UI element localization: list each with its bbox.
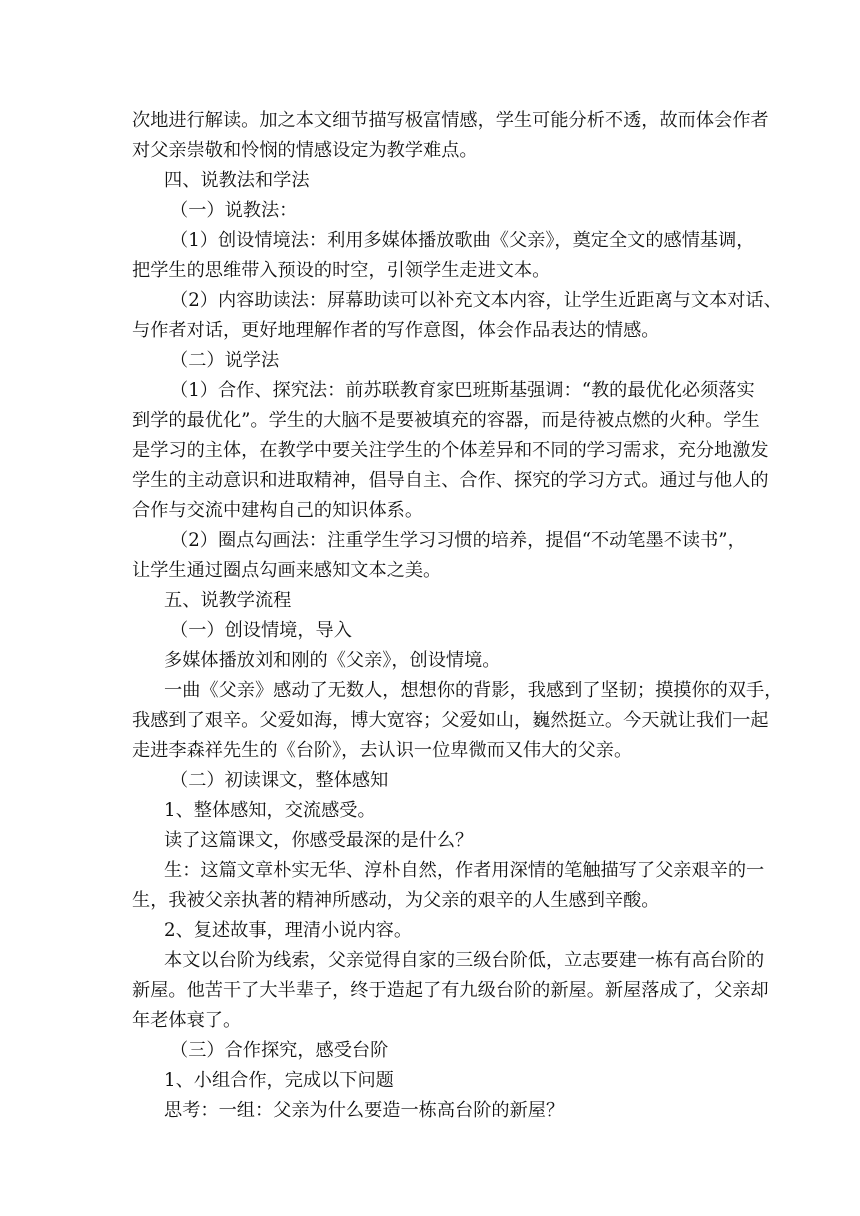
paragraph-line: 1、小组合作，完成以下问题 (164, 1070, 394, 1091)
paragraph-line: 本文以台阶为线索，父亲觉得自家的三级台阶低，立志要建一栋有高台阶的 (164, 950, 765, 971)
subsection-heading: （二）初读课文，整体感知 (170, 770, 389, 791)
paragraph-line: （1）合作、探究法：前苏联教育家巴班斯基强调：“教的最优化必须落实 (170, 380, 755, 401)
paragraph-line: 生：这篇文章朴实无华、淳朴自然，作者用深情的笔触描写了父亲艰辛的一 (164, 860, 765, 881)
paragraph-line: 年老体衰了。 (132, 1010, 242, 1031)
paragraph-line: （1）创设情境法：利用多媒体播放歌曲《父亲》，奠定全文的感情基调， (170, 230, 755, 251)
subsection-heading: （二）说学法 (170, 350, 280, 371)
paragraph-line: 我感到了艰辛。父爱如海，博大宽容；父爱如山，巍然挺立。今天就让我们一起 (132, 710, 769, 731)
paragraph-line: 走进李森祥先生的《台阶》，去认识一位卑微而又伟大的父亲。 (132, 740, 633, 761)
paragraph-line: 1、整体感知，交流感受。 (164, 800, 376, 821)
paragraph-line: 次地进行解读。加之本文细节描写极富情感，学生可能分析不透，故而体会作者 (132, 110, 769, 131)
paragraph-line: 生，我被父亲执著的精神所感动，为父亲的艰辛的人生感到辛酸。 (132, 890, 660, 911)
subsection-heading: （一）创设情境，导入 (170, 620, 352, 641)
section-heading: 四、说教法和学法 (164, 170, 310, 191)
paragraph-line: 与作者对话，更好地理解作者的写作意图，体会作品表达的情感。 (132, 320, 660, 341)
section-heading: 五、说教学流程 (164, 590, 292, 611)
paragraph-line: 多媒体播放刘和刚的《父亲》，创设情境。 (164, 650, 501, 671)
paragraph-line: 把学生的思维带入预设的时空，引领学生走进文本。 (132, 260, 551, 281)
paragraph-line: 新屋。他苦干了大半辈子，终于造起了有九级台阶的新屋。新屋落成了，父亲却 (132, 980, 769, 1001)
paragraph-line: 一曲《父亲》感动了无数人，想想你的背影，我感到了坚韧；摸摸你的双手， (164, 680, 783, 701)
paragraph-line: 让学生通过圈点勾画来感知文本之美。 (132, 560, 442, 581)
paragraph-line: 思考：一组：父亲为什么要造一栋高台阶的新屋？ (164, 1100, 565, 1121)
paragraph-line: 合作与交流中建构自己的知识体系。 (132, 500, 424, 521)
paragraph-line: 到学的最优化”。学生的大脑不是要被填充的容器，而是待被点燃的火种。学生 (132, 410, 760, 431)
paragraph-line: 2、复述故事，理清小说内容。 (164, 920, 413, 941)
paragraph-line: （2）圈点勾画法：注重学生学习习惯的培养，提倡“不动笔墨不读书”， (170, 530, 746, 551)
paragraph-line: 对父亲崇敬和怜悯的情感设定为教学难点。 (132, 140, 478, 161)
subsection-heading: （一）说教法： (170, 200, 298, 221)
paragraph-line: （2）内容助读法：屏幕助读可以补充文本内容，让学生近距离与文本对话、 (170, 290, 782, 311)
paragraph-line: 读了这篇课文，你感受最深的是什么？ (164, 830, 474, 851)
paragraph-line: 是学习的主体，在教学中要关注学生的个体差异和不同的学习需求，充分地激发 (132, 440, 769, 461)
subsection-heading: （三）合作探究，感受台阶 (170, 1040, 389, 1061)
paragraph-line: 学生的主动意识和进取精神，倡导自主、合作、探究的学习方式。通过与他人的 (132, 470, 769, 491)
